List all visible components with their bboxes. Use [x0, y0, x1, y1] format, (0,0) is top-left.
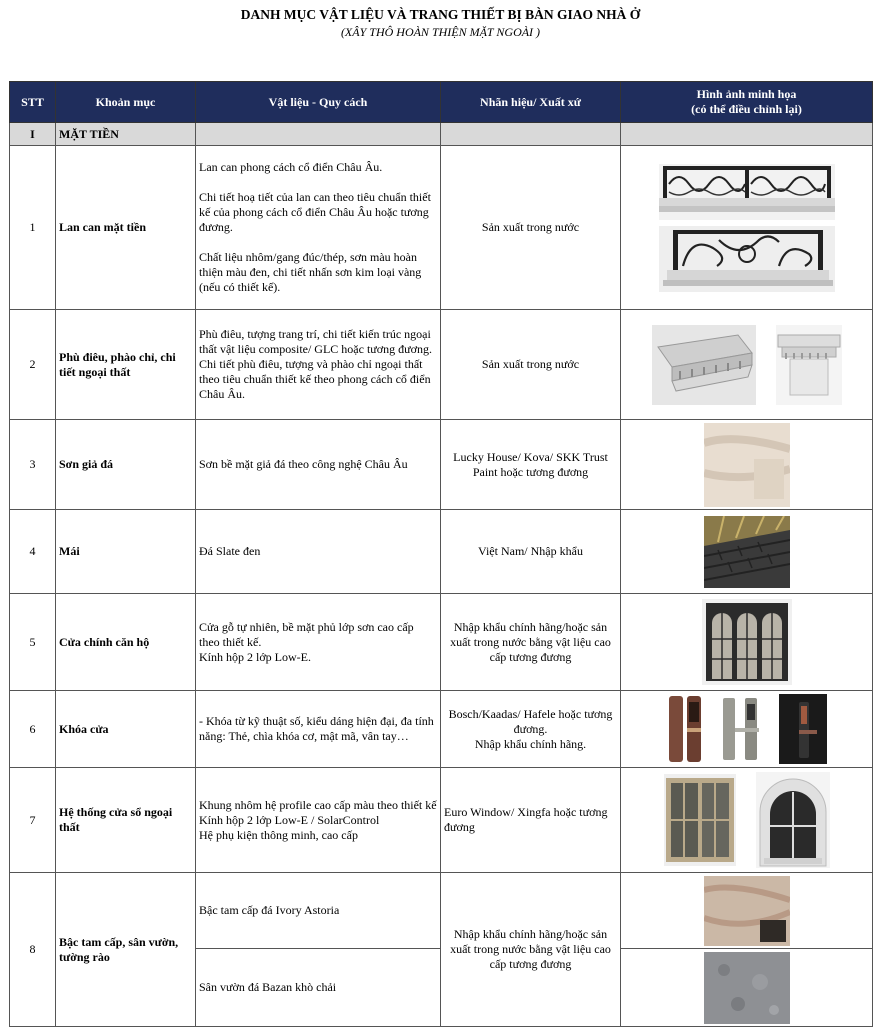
row-spec	[196, 310, 441, 420]
table-row	[10, 691, 873, 768]
row-brand: Việt Nam/ Nhập khẩu	[441, 510, 621, 594]
spec-line: Chi tiết hoạ tiết của lan can theo tiêu chuẩn thiết kế của phong cách cổ điển Châu Âu hoặc tương đương.	[199, 190, 431, 234]
railing-image-bottom	[659, 226, 835, 292]
row-spec	[196, 146, 441, 310]
lock-image-1	[667, 694, 703, 764]
row-spec	[196, 420, 441, 510]
window-image-right	[756, 772, 830, 868]
table-row	[10, 594, 873, 691]
row-item-name: Hệ thống cửa sổ ngoại thất	[56, 768, 196, 873]
row-item-name: Mái	[56, 510, 196, 594]
header-stt: STT	[10, 82, 56, 123]
row-stt: 1	[10, 146, 56, 310]
row-image	[621, 768, 873, 873]
row-item-name: Khóa cửa	[56, 691, 196, 768]
materials-table	[9, 81, 873, 1027]
row-stt: 2	[10, 310, 56, 420]
brand-line: Bosch/Kaadas/ Hafele hoặc tương đương.	[448, 706, 613, 736]
table-row	[10, 873, 873, 949]
row-item-name: Phù điêu, phào chỉ, chi tiết ngoại thất	[56, 310, 196, 420]
slate-roof-image	[623, 516, 870, 588]
lock-image-2	[721, 694, 761, 764]
row-image	[621, 949, 873, 1027]
row-stt: 6	[10, 691, 56, 768]
stone-paint-image	[623, 423, 870, 507]
row-spec	[196, 510, 441, 594]
stone-paint-swatch	[704, 423, 790, 507]
row-brand	[441, 691, 621, 768]
spec-line: Chất liệu nhôm/gang đúc/thép, sơn màu hoàn thiện màu đen, chi tiết nhấn sơn kim loại vàng (nếu có thiết kế).	[199, 250, 422, 294]
spec-line: Bậc tam cấp đá Ivory Astoria	[199, 903, 340, 917]
slate-roof-photo	[704, 516, 790, 588]
row-spec	[196, 768, 441, 873]
door-lock-image	[623, 694, 870, 764]
row-image	[621, 310, 873, 420]
row-brand: Nhập khẩu chính hãng/hoặc sản xuất trong nước bằng vật liệu cao cấp tương đương	[441, 594, 621, 691]
spec-line: Kính hộp 2 lớp Low-E / SolarControl	[199, 812, 380, 827]
row-item-name: Sơn giả đá	[56, 420, 196, 510]
row-item-name: Cửa chính căn hộ	[56, 594, 196, 691]
row-image	[621, 691, 873, 768]
basalt-stone-image	[623, 952, 870, 1024]
window-image	[623, 772, 870, 868]
window-image-left	[664, 774, 736, 866]
document-title: DANH MỤC VẬT LIỆU VÀ TRANG THIẾT BỊ BÀN GIAO NHÀ Ở	[240, 7, 641, 22]
brand-line: Nhập khẩu chính hãng.	[474, 736, 587, 751]
main-door-image	[623, 599, 870, 685]
header-spec: Vật liệu - Quy cách	[196, 82, 441, 123]
table-row	[10, 420, 873, 510]
header-image-line1: Hình ảnh minh họa	[696, 87, 797, 101]
spec-line: Cửa gỗ tự nhiên, bề mặt phủ lớp sơn cao cấp theo thiết kế.	[199, 619, 414, 649]
row-image	[621, 146, 873, 310]
row-stt: 8	[10, 873, 56, 1027]
row-image	[621, 420, 873, 510]
table-row	[10, 510, 873, 594]
ivory-stone-image	[623, 876, 870, 946]
row-stt: 5	[10, 594, 56, 691]
spec-line: Chi tiết phù điêu, tượng và phào chỉ ngoại thất theo tiêu chuẩn thiết kế theo phong cách cổ điển Châu Âu.	[199, 357, 431, 401]
spec-line: Khung nhôm hệ profile cao cấp màu theo thiết kế	[199, 797, 437, 812]
row-stt: 4	[10, 510, 56, 594]
row-brand: Lucky House/ Kova/ SKK Trust Paint hoặc tương đương	[441, 420, 621, 510]
lock-image-3	[779, 694, 827, 764]
cornice-image-left	[652, 325, 756, 405]
main-door-photo	[702, 599, 792, 685]
table-row	[10, 768, 873, 873]
row-image	[621, 510, 873, 594]
row-image	[621, 594, 873, 691]
header-image-line2: (có thể điều chỉnh lại)	[691, 102, 802, 116]
row-stt: 7	[10, 768, 56, 873]
section-stt: I	[10, 123, 56, 146]
row-spec	[196, 949, 441, 1027]
row-image	[621, 873, 873, 949]
row-brand: Sản xuất trong nước	[441, 310, 621, 420]
section-row	[10, 123, 873, 146]
row-stt: 3	[10, 420, 56, 510]
basalt-stone-swatch	[704, 952, 790, 1024]
cornice-image	[623, 325, 870, 405]
spec-line: Sơn bề mặt giả đá theo công nghệ Châu Âu	[199, 457, 408, 471]
row-spec	[196, 594, 441, 691]
row-brand: Sản xuất trong nước	[441, 146, 621, 310]
section-name: MẶT TIỀN	[56, 123, 196, 146]
header-item: Khoản mục	[56, 82, 196, 123]
spec-line: Hệ phụ kiện thông minh, cao cấp	[199, 827, 358, 842]
ivory-stone-swatch	[704, 876, 790, 946]
railing-image	[623, 164, 870, 292]
document-subtitle: (XÂY THÔ HOÀN THIỆN MẶT NGOÀI )	[340, 25, 541, 39]
cornice-image-right	[776, 325, 842, 405]
table-header-row	[10, 82, 873, 123]
railing-image-top	[659, 164, 835, 220]
header-image	[621, 82, 873, 123]
row-spec	[196, 873, 441, 949]
header-brand: Nhãn hiệu/ Xuất xứ	[441, 82, 621, 123]
table-row	[10, 146, 873, 310]
spec-line: - Khóa từ kỹ thuật số, kiểu dáng hiện đại, đa tính năng: Thẻ, chìa khóa cơ, mật mã, vân tay…	[199, 714, 434, 743]
spec-line: Kính hộp 2 lớp Low-E.	[199, 649, 312, 664]
row-spec	[196, 691, 441, 768]
spec-line: Lan can phong cách cổ điển Châu Âu.	[199, 160, 383, 174]
spec-line: Đá Slate đen	[199, 544, 261, 558]
table-row	[10, 310, 873, 420]
row-brand: Euro Window/ Xingfa hoặc tương đương	[441, 768, 621, 873]
row-item-name: Lan can mặt tiền	[56, 146, 196, 310]
row-brand: Nhập khẩu chính hãng/hoặc sản xuất trong nước bằng vật liệu cao cấp tương đương	[441, 873, 621, 1027]
spec-line: Sân vườn đá Bazan khò chải	[199, 980, 337, 994]
row-item-name: Bậc tam cấp, sân vườn, tường rào	[56, 873, 196, 1027]
spec-line: Phù điêu, tượng trang trí, chi tiết kiến trúc ngoại thất vật liệu composite/ GLC hoặc tương đương.	[199, 327, 432, 356]
